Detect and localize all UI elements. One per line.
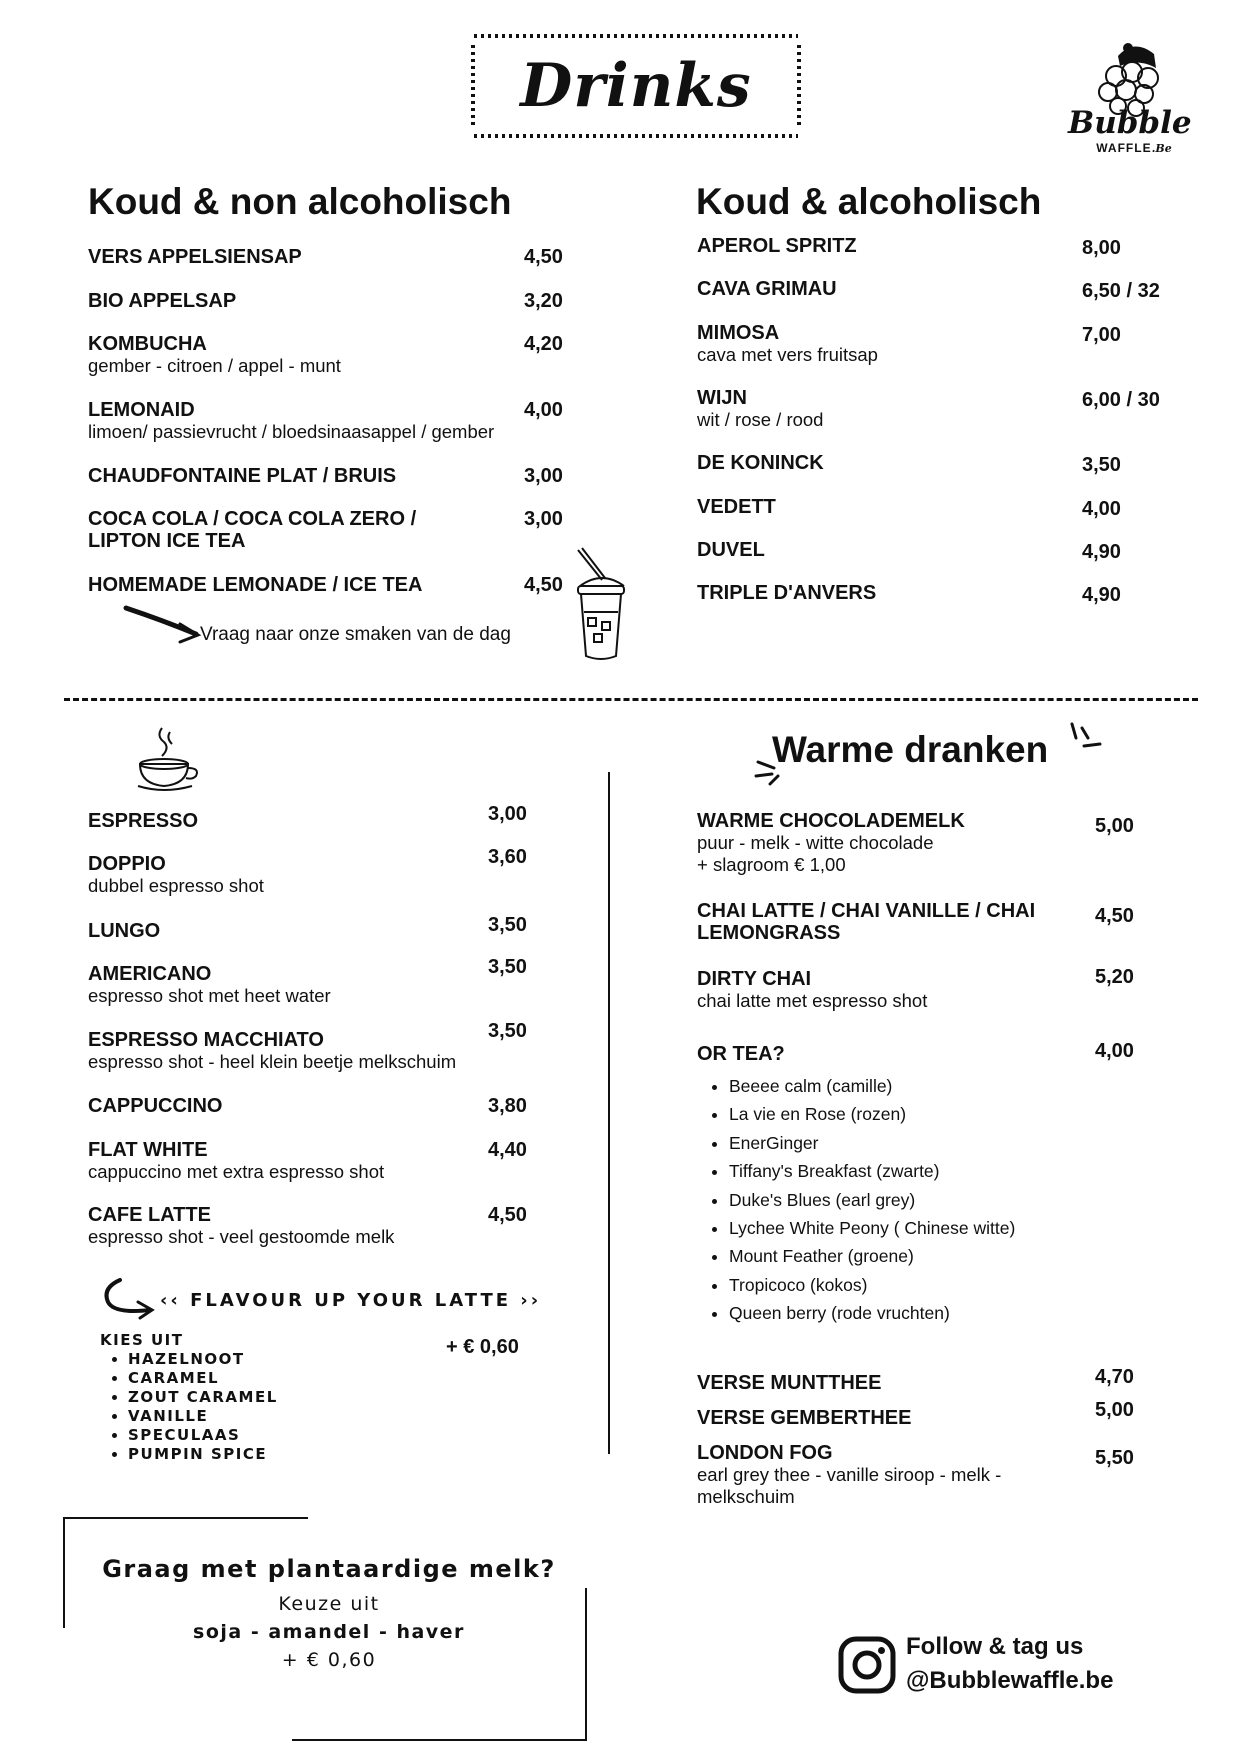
list-item: • PUMPIN SPICE	[128, 1445, 278, 1464]
social-follow-text: Follow & tag us	[906, 1633, 1084, 1660]
heading-warm-drinks: Warme dranken	[772, 729, 1049, 770]
item-price: 3,50	[1082, 454, 1121, 476]
menu-item	[88, 1029, 508, 1073]
item-name: APEROL SPRITZ	[697, 235, 857, 257]
menu-item	[88, 963, 508, 1007]
item-name: FLAT WHITE	[88, 1139, 208, 1161]
item-name: DOPPIO	[88, 853, 166, 875]
item-price: 4,50	[524, 246, 563, 268]
item-name: VERS APPELSIENSAP	[88, 246, 302, 268]
item-price: 4,70	[1095, 1366, 1134, 1388]
item-name: WARME CHOCOLADEMELK	[697, 810, 965, 832]
menu-item	[697, 1043, 1067, 1065]
item-name: CHAUDFONTAINE PLAT / BRUIS	[88, 465, 397, 487]
item-desc: espresso shot - veel gestoomde melk	[88, 1226, 395, 1247]
menu-item	[697, 582, 1057, 604]
item-price: 4,00	[1082, 498, 1121, 520]
iced-drink-cup-icon	[572, 546, 632, 664]
item-price: 3,00	[524, 508, 563, 530]
flavour-title: ‹‹ FLAVOUR UP YOUR LATTE ››	[160, 1290, 542, 1311]
menu-item	[697, 900, 1067, 944]
item-price: 3,50	[488, 1020, 527, 1042]
menu-item	[697, 539, 1057, 561]
item-price: 4,00	[1095, 1040, 1134, 1062]
menu-item	[697, 322, 1057, 366]
list-item: • La vie en Rose (rozen)	[729, 1100, 1015, 1128]
list-item: • Queen berry (rode vruchten)	[729, 1299, 1015, 1327]
item-price: 6,00 / 30	[1082, 389, 1160, 411]
section-divider	[64, 698, 1198, 701]
menu-item	[697, 235, 1057, 257]
item-price: 4,50	[488, 1204, 527, 1226]
list-item: • Tropicoco (kokos)	[729, 1271, 1015, 1299]
list-item: • CARAMEL	[128, 1369, 278, 1388]
item-price: 6,50 / 32	[1082, 280, 1160, 302]
item-desc: gember - citroen / appel - munt	[88, 355, 341, 376]
coffee-cup-icon	[136, 724, 202, 792]
logo-sub	[1084, 141, 1184, 155]
item-name: VERSE MUNTTHEE	[697, 1372, 882, 1394]
item-price: 7,00	[1082, 324, 1121, 346]
item-desc: limoen/ passievrucht / bloedsinaasappel / gember	[88, 421, 495, 442]
heading-cold-alcoholic: Koud & alcoholisch	[696, 181, 1042, 222]
menu-item	[88, 1204, 508, 1248]
item-price: 8,00	[1082, 237, 1121, 259]
instagram-icon[interactable]	[838, 1636, 896, 1694]
curved-arrow-icon	[100, 1276, 160, 1320]
list-item: • HAZELNOOT	[128, 1350, 278, 1369]
menu-item	[697, 387, 1057, 431]
menu-item	[88, 920, 468, 942]
item-price: 4,20	[524, 333, 563, 355]
logo-suffix: .Be	[1151, 142, 1172, 155]
plant-milk-line1: Keuze uit	[278, 1593, 380, 1615]
item-desc: wit / rose / rood	[697, 409, 824, 430]
item-name: HOMEMADE LEMONADE / ICE TEA	[88, 574, 423, 596]
item-name: LEMONAID	[88, 399, 195, 421]
item-price: 4,50	[524, 574, 563, 596]
item-desc: puur - melk - witte chocolade	[697, 832, 934, 853]
arrow-icon	[122, 602, 202, 646]
flavour-of-day-note: Vraag naar onze smaken van de dag	[200, 624, 511, 645]
item-price: 4,90	[1082, 541, 1121, 563]
menu-item	[88, 853, 508, 897]
item-price: 3,00	[488, 803, 527, 825]
item-name: CAPPUCCINO	[88, 1095, 223, 1117]
list-item: • Lychee White Peony ( Chinese witte)	[729, 1214, 1015, 1242]
plant-milk-price: + € 0,60	[281, 1649, 377, 1671]
item-desc: cava met vers fruitsap	[697, 344, 878, 365]
list-item: • SPECULAAS	[128, 1426, 278, 1445]
title-frame	[470, 33, 802, 139]
item-price: 5,00	[1095, 1399, 1134, 1421]
logo	[1068, 28, 1192, 168]
item-desc: dubbel espresso shot	[88, 875, 264, 896]
list-item: • Tiffany's Breakfast (zwarte)	[729, 1157, 1015, 1185]
list-item: • VANILLE	[128, 1407, 278, 1426]
item-name: CAVA GRIMAU	[697, 278, 837, 300]
item-name: DE KONINCK	[697, 452, 824, 474]
item-desc: espresso shot met heet water	[88, 985, 331, 1006]
item-price: 3,50	[488, 914, 527, 936]
item-price: 4,50	[1095, 905, 1134, 927]
sparkle-right-icon	[1064, 718, 1108, 764]
column-divider	[608, 772, 610, 1454]
plant-milk-title: Graag met plantaardige melk?	[102, 1555, 556, 1583]
plant-milk-options: soja - amandel - haver	[193, 1621, 465, 1643]
item-name: CAFE LATTE	[88, 1204, 211, 1226]
heading-cold-non-alcoholic: Koud & non alcoholisch	[88, 181, 512, 222]
list-item: • ZOUT CARAMEL	[128, 1388, 278, 1407]
item-desc: chai latte met espresso shot	[697, 990, 928, 1011]
item-name: CHAI LATTE / CHAI VANILLE / CHAI LEMONGRASS	[697, 900, 1036, 944]
menu-item	[88, 399, 588, 443]
item-name: LONDON FOG	[697, 1442, 833, 1464]
item-desc-extra: + slagroom € 1,00	[697, 854, 846, 875]
page-title: Drinks	[520, 51, 752, 121]
menu-item	[697, 1407, 1067, 1429]
menu-item	[88, 574, 508, 596]
item-name: KOMBUCHA	[88, 333, 207, 355]
menu-item	[88, 810, 468, 832]
flavour-choose-label: KIES UIT	[100, 1331, 184, 1349]
flavour-price: + € 0,60	[446, 1336, 519, 1358]
item-name: AMERICANO	[88, 963, 212, 985]
item-price: 3,80	[488, 1095, 527, 1117]
flavour-list	[100, 1331, 278, 1464]
item-name: VERSE GEMBERTHEE	[697, 1407, 912, 1429]
menu-item	[88, 333, 528, 377]
item-desc: earl grey thee - vanille siroop - melk - melkschuim	[697, 1464, 1002, 1507]
menu-item	[88, 1139, 508, 1183]
item-name: LUNGO	[88, 920, 161, 942]
item-price: 5,50	[1095, 1447, 1134, 1469]
list-item: • Mount Feather (groene)	[729, 1242, 1015, 1270]
list-item: • EnerGinger	[729, 1129, 1015, 1157]
item-name: COCA COLA / COCA COLA ZERO / LIPTON ICE TEA	[88, 508, 417, 552]
social-follow	[906, 1630, 1113, 1698]
menu-item	[88, 1095, 468, 1117]
logo-name: Bubble	[1068, 105, 1192, 141]
item-price: 3,00	[524, 465, 563, 487]
menu-item	[697, 496, 1057, 518]
social-handle[interactable]: @Bubblewaffle.be	[906, 1667, 1114, 1694]
tea-list	[697, 1072, 1015, 1328]
menu-item	[88, 246, 508, 268]
item-price: 3,20	[524, 290, 563, 312]
item-price: 3,60	[488, 846, 527, 868]
menu-item	[88, 508, 468, 552]
item-name: TRIPLE D'ANVERS	[697, 582, 877, 604]
item-name: DIRTY CHAI	[697, 968, 812, 990]
menu-item	[697, 1372, 1067, 1394]
list-item: • Duke's Blues (earl grey)	[729, 1186, 1015, 1214]
item-name: ESPRESSO MACCHIATO	[88, 1029, 324, 1051]
item-name: VEDETT	[697, 496, 776, 518]
item-name: ESPRESSO	[88, 810, 199, 832]
item-price: 3,50	[488, 956, 527, 978]
menu-item	[697, 452, 1057, 474]
item-price: 4,00	[524, 399, 563, 421]
menu-item	[697, 1442, 1037, 1508]
item-name: MIMOSA	[697, 322, 780, 344]
menu-item	[88, 290, 508, 312]
item-desc: cappuccino met extra espresso shot	[88, 1161, 385, 1182]
item-price: 5,00	[1095, 815, 1134, 837]
logo-sub-text: WAFFLE	[1096, 141, 1152, 155]
menu-item	[88, 465, 508, 487]
item-price: 4,90	[1082, 584, 1121, 606]
menu-item	[697, 968, 1067, 1012]
item-price: 4,40	[488, 1139, 527, 1161]
item-name: BIO APPELSAP	[88, 290, 237, 312]
item-name: DUVEL	[697, 539, 765, 561]
list-item: • Beeee calm (camille)	[729, 1072, 1015, 1100]
item-price: 5,20	[1095, 966, 1134, 988]
menu-item	[697, 278, 1057, 300]
item-name: WIJN	[697, 387, 747, 409]
item-name: OR TEA?	[697, 1043, 785, 1065]
menu-item	[697, 810, 1067, 876]
item-desc: espresso shot - heel klein beetje melkschuim	[88, 1051, 457, 1072]
